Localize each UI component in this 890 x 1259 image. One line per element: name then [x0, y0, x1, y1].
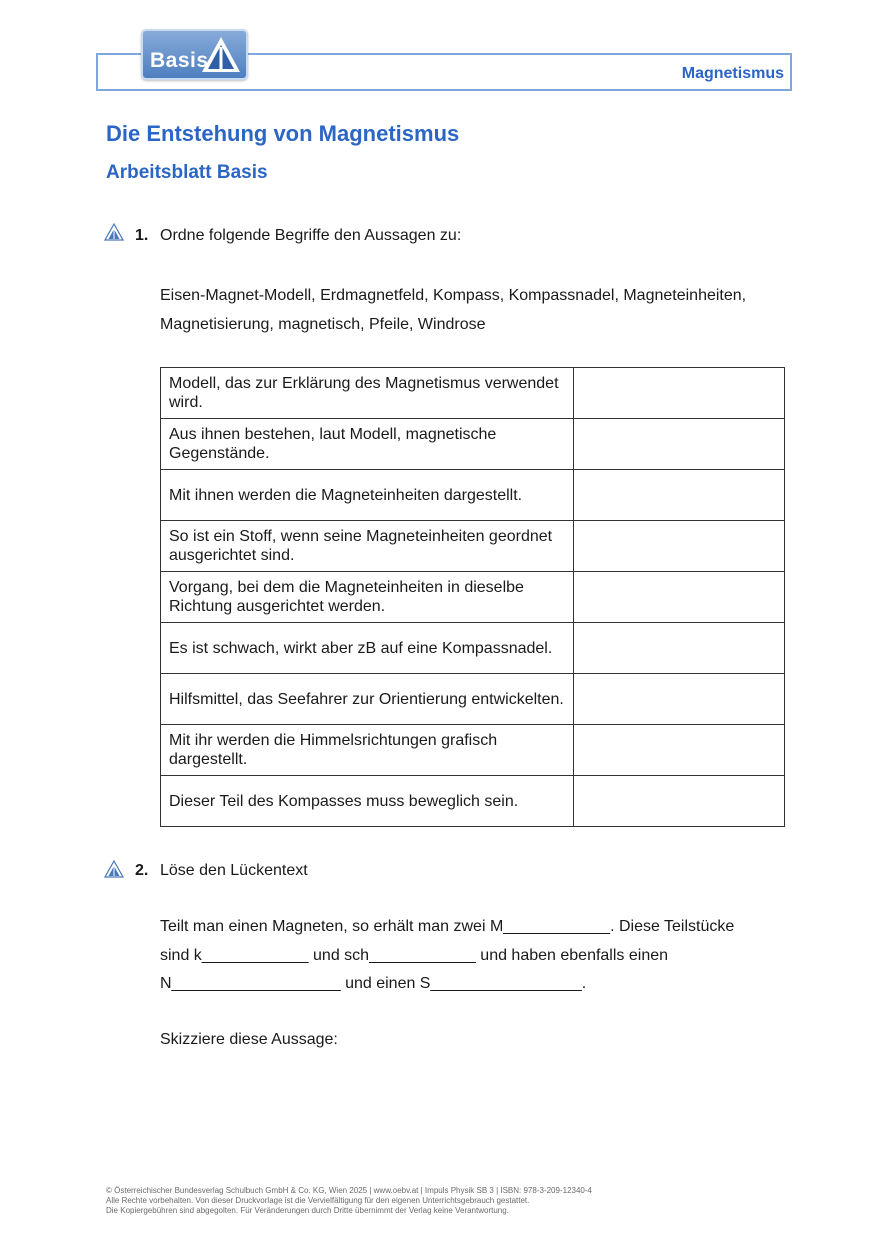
term-list-line: Magnetisierung, magnetisch, Pfeile, Windrose	[160, 316, 486, 333]
answer-cell[interactable]	[574, 725, 785, 776]
gap-text-line: Teilt man einen Magneten, so erhält man zwei M____________. Diese Teilstücke	[160, 918, 735, 935]
copyright-footer	[106, 1186, 806, 1216]
table-row	[161, 623, 785, 674]
page-subtitle: Arbeitsblatt Basis	[106, 162, 268, 183]
gap-text	[160, 913, 800, 999]
basis-logo	[141, 29, 248, 80]
logo-triangle-icon	[200, 35, 242, 75]
sketch-prompt: Skizziere diese Aussage:	[160, 1031, 338, 1048]
task-1-instruction: Ordne folgende Begriffe den Aussagen zu:	[160, 227, 462, 244]
task-level-icon	[104, 860, 124, 878]
answer-cell[interactable]	[574, 470, 785, 521]
statement-cell: Vorgang, bei dem die Magneteinheiten in dieselbe Richtung ausgerichtet werden.	[161, 572, 574, 623]
answer-cell[interactable]	[574, 368, 785, 419]
table-row	[161, 419, 785, 470]
statement-cell: So ist ein Stoff, wenn seine Magneteinheiten geordnet ausgerichtet sind.	[161, 521, 574, 572]
answer-cell[interactable]	[574, 776, 785, 827]
task-2-instruction: Löse den Lückentext	[160, 862, 308, 879]
answer-cell[interactable]	[574, 521, 785, 572]
footer-line: © Österreichischer Bundesverlag Schulbuch GmbH & Co. KG, Wien 2025 | www.oebv.at | Impuls Physik SB 3 | ISBN: 978-3-209-12340-4	[106, 1186, 592, 1195]
gap-text-line: sind k____________ und sch____________ und haben ebenfalls einen	[160, 946, 669, 964]
statement-cell: Modell, das zur Erklärung des Magnetismus verwendet wird.	[161, 368, 574, 419]
table-row	[161, 725, 785, 776]
task-1-number: 1.	[135, 227, 149, 244]
task-2-number: 2.	[135, 862, 149, 879]
logo-text: Basis	[150, 49, 209, 72]
answer-cell[interactable]	[574, 572, 785, 623]
footer-line: Die Kopiergebühren sind abgegolten. Für Veränderungen durch Dritte übernimmt der Verlag keine Verantwortung.	[106, 1206, 509, 1215]
statement-cell: Mit ihr werden die Himmelsrichtungen grafisch dargestellt.	[161, 725, 574, 776]
statement-cell: Dieser Teil des Kompasses muss beweglich sein.	[161, 776, 574, 827]
footer-line: Alle Rechte vorbehalten. Von dieser Druckvorlage ist die Vervielfältigung für den eigenen Unterrichtsgebrauch gestattet.	[106, 1196, 530, 1205]
statement-cell: Mit ihnen werden die Magneteinheiten dargestellt.	[161, 470, 574, 521]
statement-cell: Hilfsmittel, das Seefahrer zur Orientierung entwickelten.	[161, 674, 574, 725]
assignment-table	[160, 367, 785, 827]
table-row	[161, 368, 785, 419]
gap-text-line: N___________________ und einen S_________________.	[160, 975, 587, 992]
page-title: Die Entstehung von Magnetismus	[106, 121, 460, 146]
term-list	[160, 281, 800, 339]
term-list-line: Eisen-Magnet-Modell, Erdmagnetfeld, Kompass, Kompassnadel, Magneteinheiten,	[160, 287, 747, 304]
statement-cell: Es ist schwach, wirkt aber zB auf eine Kompassnadel.	[161, 623, 574, 674]
table-row	[161, 470, 785, 521]
topic-label: Magnetismus	[681, 65, 784, 82]
answer-cell[interactable]	[574, 674, 785, 725]
statement-cell: Aus ihnen bestehen, laut Modell, magnetische Gegenstände.	[161, 419, 574, 470]
table-row	[161, 776, 785, 827]
answer-cell[interactable]	[574, 623, 785, 674]
table-row	[161, 674, 785, 725]
table-row	[161, 572, 785, 623]
answer-cell[interactable]	[574, 419, 785, 470]
table-row	[161, 521, 785, 572]
task-level-icon	[104, 223, 124, 241]
